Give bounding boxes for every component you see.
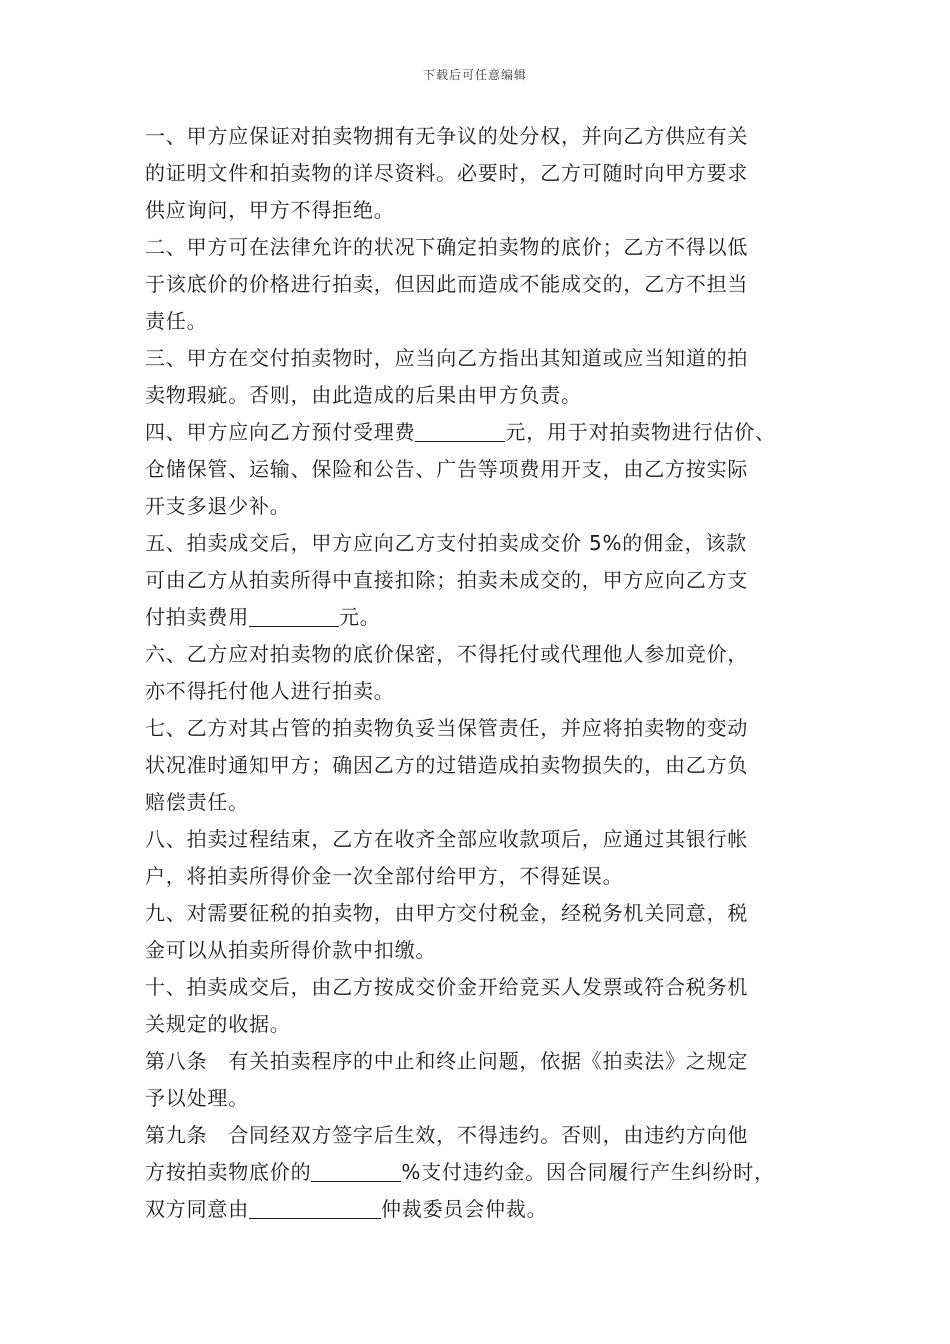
text-line: 户，将拍卖所得价金一次全部付给甲方，不得延误。 [145, 864, 624, 888]
text-line: 卖物瑕疵。否则，由此造成的后果由甲方负责。 [145, 383, 582, 407]
text-line: 仓储保管、运输、保险和公告、广告等项费用开支，由乙方按实际 [145, 457, 749, 481]
text-segment: 双方同意由 [145, 1197, 249, 1221]
text-line: 第八条 有关拍卖程序的中止和终止问题，依据《拍卖法》之规定 [145, 1049, 749, 1073]
text-line: 十、拍卖成交后，由乙方按成交价金开给竞买人发票或符合税务机 [145, 975, 749, 999]
document-body [145, 118, 810, 1228]
text-line: 供应询问，甲方不得拒绝。 [145, 198, 395, 222]
text-line: 九、对需要征税的拍卖物，由甲方交付税金，经税务机关同意，税 [145, 901, 749, 925]
text-line [145, 414, 810, 451]
text-line: 五、拍卖成交后，甲方应向乙方支付拍卖成交价 5%的佣金，该款 [145, 531, 748, 555]
text-line: 七、乙方对其占管的拍卖物负妥当保管责任，并应将拍卖物的变动 [145, 716, 749, 740]
text-line: 关规定的收据。 [145, 1012, 291, 1036]
fill-in-blank-fee[interactable] [415, 419, 505, 442]
fill-in-blank-auction-cost[interactable] [249, 604, 339, 627]
text-line: 可由乙方从拍卖所得中直接扣除；拍卖未成交的，甲方应向乙方支 [145, 568, 749, 592]
text-line: 六、乙方应对拍卖物的底价保密，不得托付或代理他人参加竞价， [145, 642, 749, 666]
text-line: 亦不得托付他人进行拍卖。 [145, 679, 395, 703]
text-line: 的证明文件和拍卖物的详尽资料。必要时，乙方可随时向甲方要求 [145, 161, 749, 185]
text-line: 八、拍卖过程结束，乙方在收齐全部应收款项后，应通过其银行帐 [145, 827, 749, 851]
fill-in-blank-arbitration-committee[interactable] [249, 1196, 381, 1219]
text-line: 一、甲方应保证对拍卖物拥有无争议的处分权，并向乙方供应有关 [145, 124, 749, 148]
text-line: 责任。 [145, 309, 208, 333]
text-line: 三、甲方在交付拍卖物时，应当向乙方指出其知道或应当知道的拍 [145, 346, 749, 370]
text-line: 二、甲方可在法律允许的状况下确定拍卖物的底价；乙方不得以低 [145, 235, 749, 259]
text-line: 予以处理。 [145, 1086, 249, 1110]
text-segment: 元，用于对拍卖物进行估价、 [505, 420, 776, 444]
text-line: 赔偿责任。 [145, 790, 249, 814]
page-header-note: 下载后可任意编辑 [422, 68, 527, 82]
text-line: 金可以从拍卖所得价款中扣缴。 [145, 938, 437, 962]
text-segment: 方按拍卖物底价的 [145, 1160, 312, 1184]
text-line: 于该底价的价格进行拍卖，但因此而造成不能成交的，乙方不担当 [145, 272, 749, 296]
text-segment: 四、甲方应向乙方预付受理费 [145, 420, 416, 444]
text-line [145, 1154, 810, 1191]
text-line: 第九条 合同经双方签字后生效，不得违约。否则，由违约方向他 [145, 1123, 749, 1147]
text-segment: 付拍卖费用 [145, 605, 249, 629]
text-line: 状况准时通知甲方；确因乙方的过错造成拍卖物损失的，由乙方负 [145, 753, 749, 777]
text-segment: 元。 [339, 605, 381, 629]
text-line: 开支多退少补。 [145, 494, 291, 518]
text-segment: 仲裁委员会仲裁。 [381, 1197, 548, 1221]
fill-in-blank-penalty-rate[interactable] [311, 1159, 401, 1182]
text-line [145, 599, 810, 636]
text-segment: %支付违约金。因合同履行产生纠纷时， [401, 1160, 775, 1184]
text-line [145, 1191, 810, 1228]
